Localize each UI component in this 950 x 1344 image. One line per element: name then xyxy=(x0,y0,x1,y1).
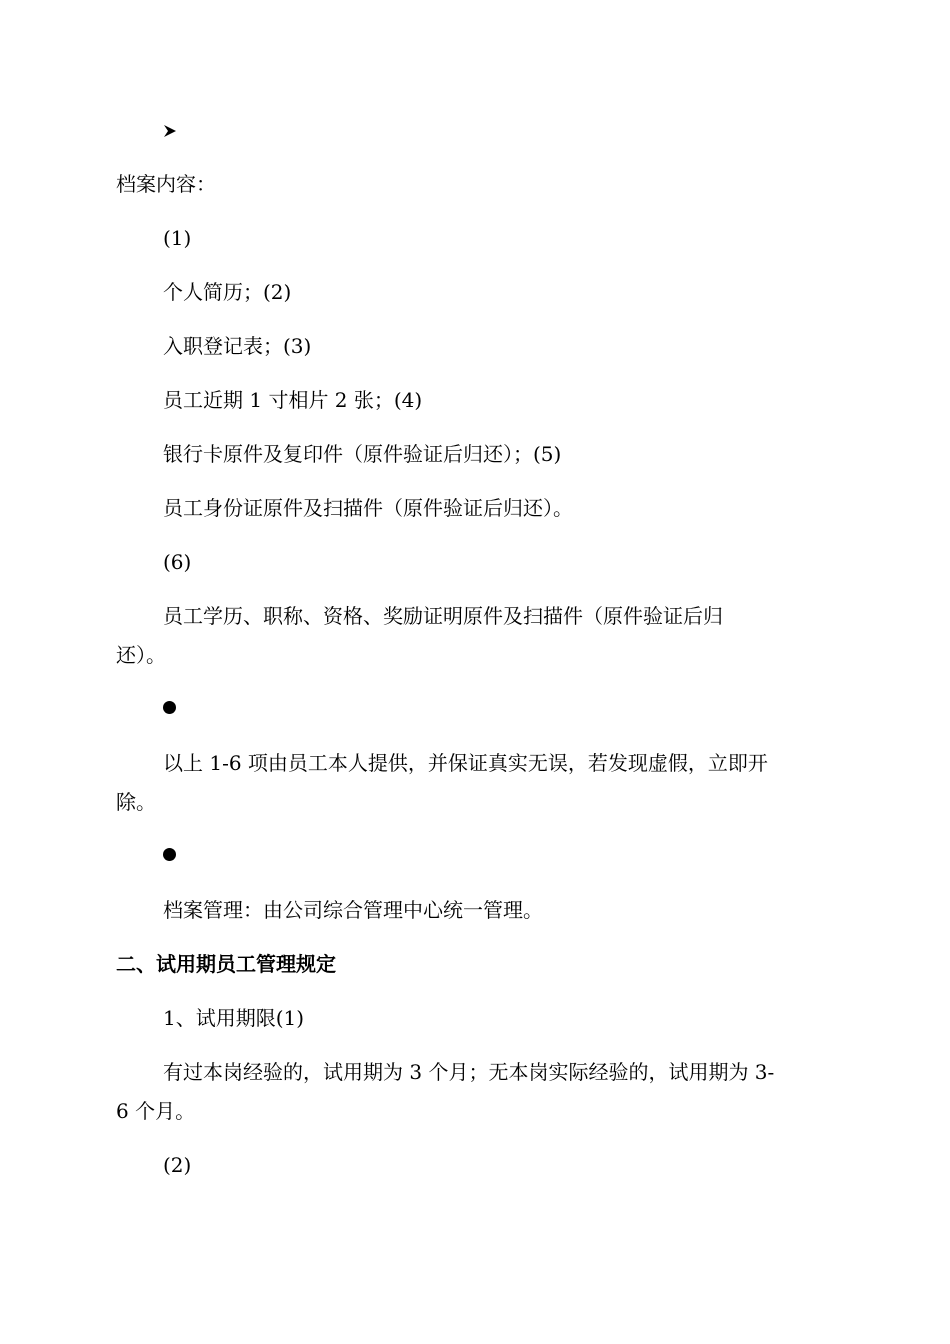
probation-term-title: 1、试用期限(1) xyxy=(163,1006,305,1030)
note-line2: 除。 xyxy=(116,790,156,814)
item-number-2: (2) xyxy=(163,1153,192,1177)
item-resume: 个人简历；(2) xyxy=(163,280,292,304)
item-registration-form: 入职登记表；(3) xyxy=(163,334,312,358)
bullet-dot-icon xyxy=(163,848,176,861)
item-credentials-line2: 还）。 xyxy=(116,643,166,667)
arrow-right-icon xyxy=(162,123,178,139)
probation-term-line1: 有过本岗经验的，试用期为 3 个月；无本岗实际经验的，试用期为 3- xyxy=(163,1060,775,1084)
item-credentials-line1: 员工学历、职称、资格、奖励证明原件及扫描件（原件验证后归 xyxy=(163,604,723,628)
archive-content-label: 档案内容： xyxy=(116,172,216,196)
item-number-1: (1) xyxy=(163,226,192,250)
item-id-card: 员工身份证原件及扫描件（原件验证后归还）。 xyxy=(163,496,573,520)
item-number-6: (6) xyxy=(163,550,192,574)
bullet-dot-icon xyxy=(163,701,176,714)
item-photos: 员工近期 1 寸相片 2 张；(4) xyxy=(163,388,423,412)
section-heading: 二、试用期员工管理规定 xyxy=(116,952,336,976)
note-line1: 以上 1-6 项由员工本人提供，并保证真实无误，若发现虚假，立即开 xyxy=(163,751,768,775)
item-bank-card: 银行卡原件及复印件（原件验证后归还）；(5) xyxy=(163,442,562,466)
probation-term-line2: 6 个月。 xyxy=(116,1099,196,1123)
archive-management: 档案管理：由公司综合管理中心统一管理。 xyxy=(163,898,543,922)
